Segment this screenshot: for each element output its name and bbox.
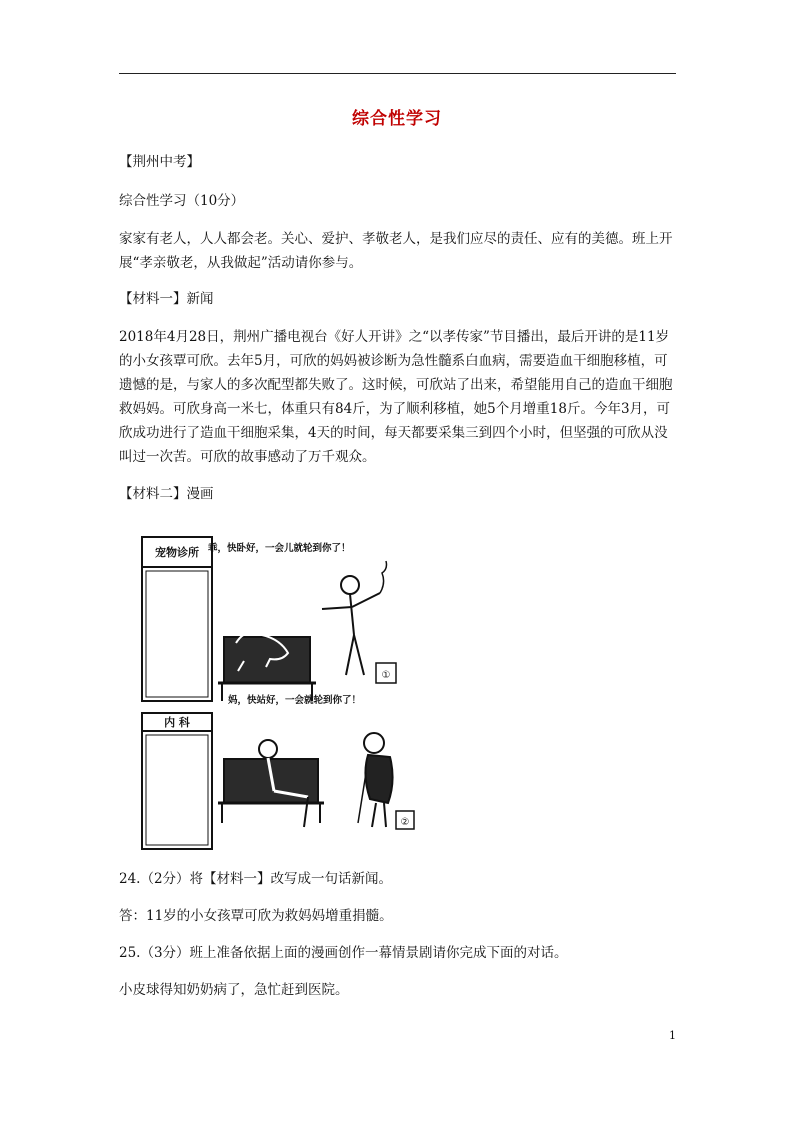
header-rule [119, 73, 676, 74]
section-heading: 综合性学习（10分） [119, 193, 245, 209]
material1-paragraph: 2018年4月28日，荆州广播电视台《好人开讲》之“以孝传家”节目播出，最后开讲的是11岁的小女孩覃可欣。去年5月，可欣的妈妈被诊断为急性髓系白血病，需要造血干细胞移植，可遗憾的是，与家人的多次配型都失败了。这时候，可欣站了出来，希望能用自己的造血干细胞救妈妈。可欣身高一米七，体重只有84斤，为了顺利移植，她5个月增重18斤。今年3月，可欣成功进行了造血干细胞采集，4天的时间，每天都要采集三到四个小时，但坚强的可欣从没叫过一次苦。可欣的故事感动了万千观众。 [119, 329, 673, 465]
question-24: 24.（2分）将【材料一】改写成一句话新闻。 [119, 871, 393, 887]
man-head-1 [341, 576, 359, 594]
panel2-sign: 内 科 [164, 716, 190, 729]
source-tag: 【荆州中考】 [119, 154, 200, 170]
panel2-speech: 妈，快站好，一会就轮到你了！ [228, 695, 362, 706]
comic-illustration [118, 523, 440, 851]
bench-1 [224, 637, 310, 683]
page-number: 1 [669, 1029, 676, 1042]
panel1-speech: 乖，快卧好，一会儿就轮到你了！ [208, 543, 351, 554]
clinic-door-2 [142, 713, 212, 849]
old-woman-head [364, 733, 384, 753]
clinic-door-1 [142, 537, 212, 701]
answer-24: 答：11岁的小女孩覃可欣为救妈妈增重捐髓。 [119, 908, 393, 924]
panel1-number: ① [381, 670, 391, 681]
scene-description: 小皮球得知奶奶病了，急忙赶到医院。 [119, 982, 349, 998]
man-head-2 [259, 740, 277, 758]
panel2-number: ② [400, 817, 410, 828]
material2-heading: 【材料二】漫画 [119, 486, 214, 502]
material1-heading: 【材料一】新闻 [119, 291, 214, 307]
intro-paragraph: 家家有老人，人人都会老。关心、爱护、孝敬老人，是我们应尽的责任、应有的美德。班上开展“孝亲敬老，从我做起”活动请你参与。 [119, 231, 673, 271]
panel1-sign: 宠物诊所 [155, 546, 199, 559]
comic-svg [118, 523, 440, 851]
page-title: 综合性学习 [352, 109, 442, 129]
question-25: 25.（3分）班上准备依据上面的漫画创作一幕情景剧请你完成下面的对话。 [119, 945, 568, 961]
